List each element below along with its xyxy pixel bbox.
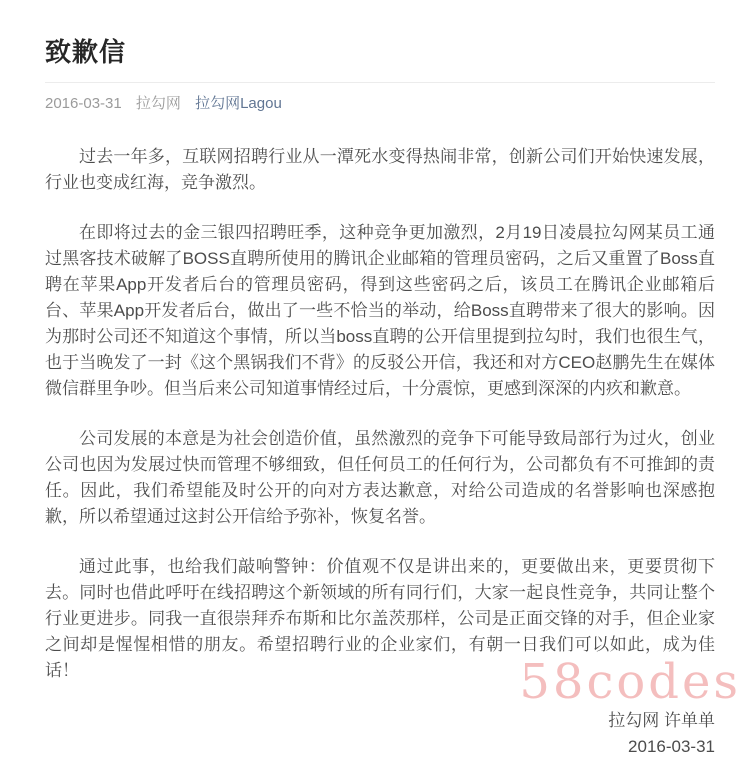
article-meta — [45, 93, 715, 114]
author-name: 拉勾网 — [135, 95, 181, 112]
paragraph-1: 过去一年多，互联网招聘行业从一潭死水变得热闹非常，创新公司们开始快速发展，行业也变成红海，竞争激烈。 — [45, 147, 715, 192]
signature-date: 2016-03-31 — [628, 737, 715, 756]
page-title: 致歉信 — [45, 37, 127, 67]
watermark-text: 58codes — [519, 654, 741, 710]
paragraph-4: 通过此事，也给我们敲响警钟：价值观不仅是讲出来的，更要做出来，更要贯彻下去。同时也借此呼吁在线招聘这个新领域的所有同行们，大家一起良性竞争，共同让整个行业更进步。同我一直很崇拜乔布斯和比尔盖茨那样，公司是正面交锋的对手，但企业家之间却是惺惺相惜的朋友。希望招聘行业的企业家们，有朝一日我们可以如此，成为佳话！ — [45, 557, 715, 680]
publish-date: 2016-03-31 — [45, 95, 122, 112]
paragraph-2: 在即将过去的金三银四招聘旺季，这种竞争更加激烈，2月19日凌晨拉勾网某员工通过黑客技术破解了BOSS直聘所使用的腾讯企业邮箱的管理员密码，之后又重置了Boss直聘在苹果App开发者后台的管理员密码，得到这些密码之后，该员工在腾讯企业邮箱后台、苹果App开发者后台，做出了一些不恰当的举动，给Boss直聘带来了很大的影响。因为那时公司还不知道这个事情，所以当boss直聘的公开信里提到拉勾时，我们也很生气，也于当晚发了一封《这个黑锅我们不背》的反驳公开信，我还和对方CEO赵鹏先生在媒体微信群里争吵。但当后来公司知道事情经过后，十分震惊，更感到深深的内疚和歉意。 — [45, 223, 715, 398]
article-body — [45, 144, 715, 684]
signature-name: 拉勾网 许单单 — [608, 711, 715, 730]
signature-block — [45, 708, 715, 760]
paragraph-3: 公司发展的本意是为社会创造价值，虽然激烈的竞争下可能导致局部行为过火，创业公司也因为发展过快而管理不够细致，但任何员工的任何行为，公司都负有不可推卸的责任。因此，我们希望能及时公开的向对方表达歉意，对给公司造成的名誉影响也深感抱歉，所以希望通过这封公开信给予弥补，恢复名誉。 — [45, 429, 715, 526]
title-divider — [45, 82, 715, 83]
account-link[interactable]: 拉勾网Lagou — [195, 95, 282, 112]
